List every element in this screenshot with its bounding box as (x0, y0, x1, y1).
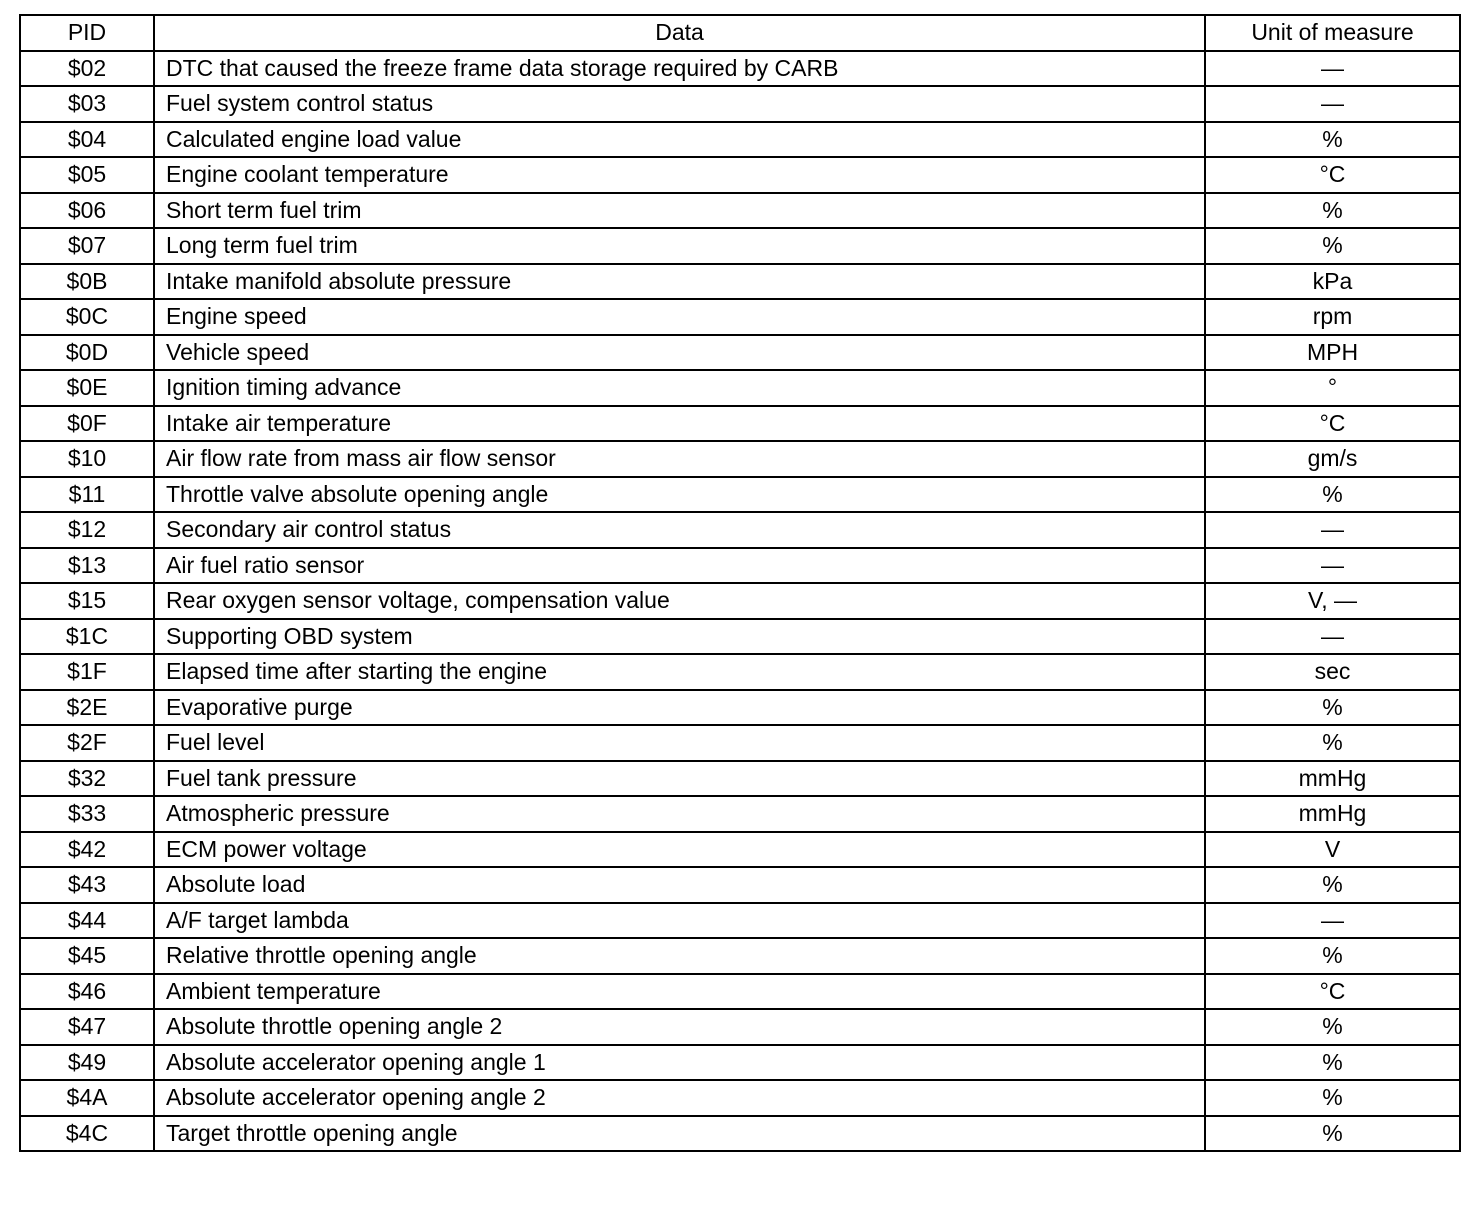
header-pid: PID (20, 15, 154, 51)
data-cell: Absolute load (154, 867, 1205, 903)
data-cell: Absolute accelerator opening angle 2 (154, 1080, 1205, 1116)
pid-cell: $0D (20, 335, 154, 371)
pid-cell: $04 (20, 122, 154, 158)
unit-cell: % (1205, 193, 1460, 229)
data-cell: Target throttle opening angle (154, 1116, 1205, 1152)
unit-cell: ° (1205, 370, 1460, 406)
unit-cell: % (1205, 1045, 1460, 1081)
unit-cell: — (1205, 619, 1460, 655)
data-cell: Ignition timing advance (154, 370, 1205, 406)
table-row (20, 406, 1460, 442)
unit-cell: mmHg (1205, 796, 1460, 832)
pid-cell: $45 (20, 938, 154, 974)
data-cell: Calculated engine load value (154, 122, 1205, 158)
table-row (20, 477, 1460, 513)
unit-cell: MPH (1205, 335, 1460, 371)
pid-cell: $11 (20, 477, 154, 513)
unit-cell: V, — (1205, 583, 1460, 619)
table-row (20, 193, 1460, 229)
unit-cell: % (1205, 867, 1460, 903)
table-row (20, 1009, 1460, 1045)
unit-cell: % (1205, 938, 1460, 974)
table-row (20, 1116, 1460, 1152)
table-row (20, 228, 1460, 264)
table-row (20, 938, 1460, 974)
unit-cell: — (1205, 512, 1460, 548)
unit-cell: — (1205, 86, 1460, 122)
table-row (20, 654, 1460, 690)
pid-cell: $44 (20, 903, 154, 939)
pid-cell: $0C (20, 299, 154, 335)
data-cell: Elapsed time after starting the engine (154, 654, 1205, 690)
table-row (20, 548, 1460, 584)
unit-cell: % (1205, 122, 1460, 158)
data-cell: Throttle valve absolute opening angle (154, 477, 1205, 513)
pid-cell: $10 (20, 441, 154, 477)
pid-cell: $03 (20, 86, 154, 122)
data-cell: Absolute throttle opening angle 2 (154, 1009, 1205, 1045)
pid-cell: $15 (20, 583, 154, 619)
pid-cell: $2F (20, 725, 154, 761)
unit-cell: — (1205, 51, 1460, 87)
table-row (20, 690, 1460, 726)
unit-cell: % (1205, 477, 1460, 513)
unit-cell: kPa (1205, 264, 1460, 300)
table-row (20, 1045, 1460, 1081)
table-row (20, 903, 1460, 939)
data-cell: Secondary air control status (154, 512, 1205, 548)
unit-cell: — (1205, 903, 1460, 939)
unit-cell: % (1205, 1116, 1460, 1152)
data-cell: Ambient temperature (154, 974, 1205, 1010)
pid-cell: $07 (20, 228, 154, 264)
table-row (20, 725, 1460, 761)
table-row (20, 796, 1460, 832)
table-row (20, 335, 1460, 371)
pid-cell: $05 (20, 157, 154, 193)
table-row (20, 619, 1460, 655)
data-cell: Rear oxygen sensor voltage, compensation value (154, 583, 1205, 619)
unit-cell: sec (1205, 654, 1460, 690)
data-cell: Fuel tank pressure (154, 761, 1205, 797)
table-row (20, 370, 1460, 406)
table-row (20, 264, 1460, 300)
data-cell: Vehicle speed (154, 335, 1205, 371)
table-row (20, 299, 1460, 335)
unit-cell: gm/s (1205, 441, 1460, 477)
pid-cell: $2E (20, 690, 154, 726)
unit-cell: % (1205, 725, 1460, 761)
unit-cell: °C (1205, 974, 1460, 1010)
table-row (20, 867, 1460, 903)
data-cell: Air fuel ratio sensor (154, 548, 1205, 584)
pid-cell: $0F (20, 406, 154, 442)
pid-cell: $4A (20, 1080, 154, 1116)
data-cell: Atmospheric pressure (154, 796, 1205, 832)
pid-cell: $46 (20, 974, 154, 1010)
data-cell: ECM power voltage (154, 832, 1205, 868)
pid-cell: $49 (20, 1045, 154, 1081)
pid-cell: $33 (20, 796, 154, 832)
unit-cell: — (1205, 548, 1460, 584)
pid-cell: $13 (20, 548, 154, 584)
table-row (20, 122, 1460, 158)
data-cell: DTC that caused the freeze frame data storage required by CARB (154, 51, 1205, 87)
data-cell: Long term fuel trim (154, 228, 1205, 264)
table-row (20, 583, 1460, 619)
table-body (20, 51, 1460, 1152)
data-cell: Engine coolant temperature (154, 157, 1205, 193)
unit-cell: rpm (1205, 299, 1460, 335)
data-cell: Fuel level (154, 725, 1205, 761)
pid-cell: $32 (20, 761, 154, 797)
freeze-frame-pid-table (19, 14, 1461, 1152)
pid-cell: $06 (20, 193, 154, 229)
pid-cell: $0E (20, 370, 154, 406)
unit-cell: mmHg (1205, 761, 1460, 797)
pid-cell: $4C (20, 1116, 154, 1152)
header-data: Data (154, 15, 1205, 51)
unit-cell: % (1205, 228, 1460, 264)
data-cell: Engine speed (154, 299, 1205, 335)
unit-cell: % (1205, 1009, 1460, 1045)
data-cell: Fuel system control status (154, 86, 1205, 122)
table-row (20, 157, 1460, 193)
table-row (20, 512, 1460, 548)
data-cell: Supporting OBD system (154, 619, 1205, 655)
pid-cell: $1F (20, 654, 154, 690)
data-cell: Short term fuel trim (154, 193, 1205, 229)
table-row (20, 51, 1460, 87)
header-unit: Unit of measure (1205, 15, 1460, 51)
data-cell: Relative throttle opening angle (154, 938, 1205, 974)
data-cell: Air flow rate from mass air flow sensor (154, 441, 1205, 477)
table-row (20, 761, 1460, 797)
table-header-row (20, 15, 1460, 51)
data-cell: Intake air temperature (154, 406, 1205, 442)
table-row (20, 832, 1460, 868)
unit-cell: V (1205, 832, 1460, 868)
data-cell: Evaporative purge (154, 690, 1205, 726)
data-cell: Absolute accelerator opening angle 1 (154, 1045, 1205, 1081)
pid-cell: $43 (20, 867, 154, 903)
unit-cell: °C (1205, 406, 1460, 442)
table-row (20, 441, 1460, 477)
table-row (20, 1080, 1460, 1116)
table-row (20, 86, 1460, 122)
pid-cell: $02 (20, 51, 154, 87)
pid-cell: $12 (20, 512, 154, 548)
unit-cell: °C (1205, 157, 1460, 193)
pid-cell: $1C (20, 619, 154, 655)
unit-cell: % (1205, 1080, 1460, 1116)
data-cell: Intake manifold absolute pressure (154, 264, 1205, 300)
pid-cell: $47 (20, 1009, 154, 1045)
pid-cell: $0B (20, 264, 154, 300)
data-cell: A/F target lambda (154, 903, 1205, 939)
unit-cell: % (1205, 690, 1460, 726)
pid-cell: $42 (20, 832, 154, 868)
table-row (20, 974, 1460, 1010)
